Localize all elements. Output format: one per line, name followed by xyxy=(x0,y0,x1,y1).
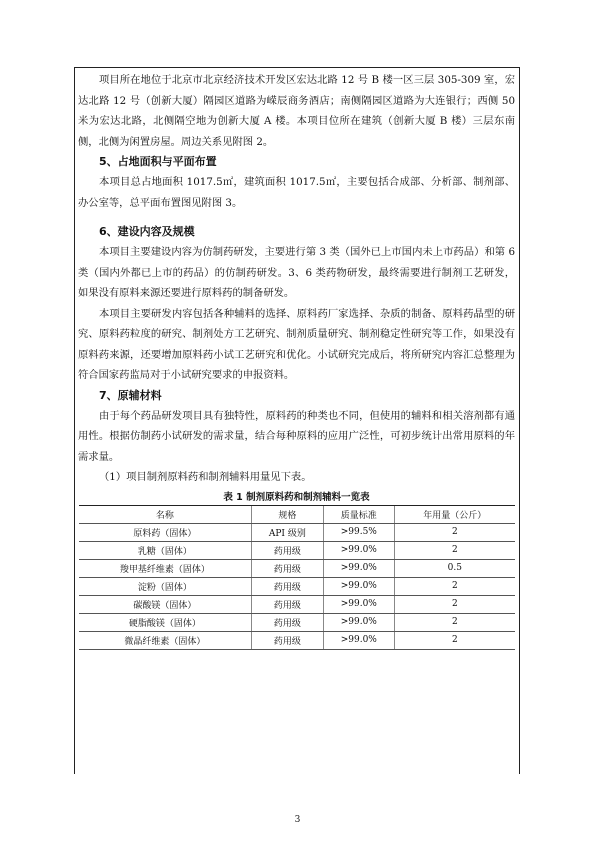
table-row xyxy=(79,541,515,559)
table-header-row xyxy=(79,505,515,523)
table-row xyxy=(79,559,515,577)
header-name: 名称 xyxy=(79,505,251,523)
cell-quality: >99.0% xyxy=(323,595,394,613)
cell-spec: API 级别 xyxy=(251,523,323,541)
section-5-heading: 5、占地面积与平面布置 xyxy=(99,155,217,168)
section-7-heading: 7、原辅材料 xyxy=(99,388,162,402)
table-row xyxy=(79,631,515,649)
cell-name: 乳糖（固体） xyxy=(79,541,251,559)
cell-quality: >99.0% xyxy=(323,613,394,631)
cell-quality: >99.5% xyxy=(323,523,394,541)
cell-quality: >99.0% xyxy=(323,559,394,577)
cell-name: 羧甲基纤维素（固体） xyxy=(79,559,251,577)
cell-usage: 2 xyxy=(394,577,515,595)
table-row xyxy=(79,595,515,613)
cell-spec: 药用级 xyxy=(251,541,323,559)
cell-usage: 2 xyxy=(394,523,515,541)
cell-name: 微晶纤维素（固体） xyxy=(79,631,251,649)
table-row xyxy=(79,613,515,631)
cell-name: 原料药（固体） xyxy=(79,523,251,541)
cell-name: 碳酸镁（固体） xyxy=(79,595,251,613)
table-caption: 表 1 制剂原料药和制剂辅料一览表 xyxy=(223,491,370,503)
cell-usage: 2 xyxy=(394,595,515,613)
section-5-text: 本项目总占地面积 1017.5㎡，建筑面积 1017.5㎡，主要包括合成部、分析部、制剂部、办公室等，总平面布置图见附图 3。 xyxy=(78,176,515,209)
header-quality: 质量标准 xyxy=(323,505,394,523)
section-6-heading: 6、建设内容及规模 xyxy=(99,225,195,238)
section-6-text-1: 本项目主要建设内容为仿制药研发，主要进行第 3 类（国外已上市国内未上市药品）和第 6 类（国内外都已上市的药品）的仿制药研发。3、6 类药物研发，最终需要进行制剂工艺研发，如果没有原料来源还要进行原料药的制备研发。 xyxy=(78,246,515,299)
header-annual-usage: 年用量（公斤） xyxy=(394,505,515,523)
section-6-text-2: 本项目主要研发内容包括各种辅料的选择、原料药厂家选择、杂质的制备、原料药晶型的研究、原料药粒度的研究、制剂处方工艺研究、制剂质量研究、制剂稳定性研究等工作，如果没有原料药来源，还要增加原料药小试工艺研究和优化。小试研究完成后，将所研究内容汇总整理为符合国家药监局对于小试研究要求的申报资料。 xyxy=(78,307,515,381)
cell-quality: >99.0% xyxy=(323,631,394,649)
cell-spec: 药用级 xyxy=(251,595,323,613)
cell-spec: 药用级 xyxy=(251,613,323,631)
cell-spec: 药用级 xyxy=(251,559,323,577)
document-body xyxy=(78,70,515,650)
table-row xyxy=(79,577,515,595)
header-spec: 规格 xyxy=(251,505,323,523)
cell-spec: 药用级 xyxy=(251,631,323,649)
section-7-text-1: 由于每个药品研发项目具有独特性，原料药的种类也不同，但使用的辅料和相关溶剂都有通用性。根据仿制药小试研发的需求量，结合每种原料的应用广泛性，可初步统计出常用原料的年需求量。 xyxy=(78,409,515,463)
location-paragraph: 项目所在地位于北京市北京经济技术开发区宏达北路 12 号 B 楼一区三层 305-309 室，宏达北路 12 号（创新大厦）隔园区道路为嵘辰商务酒店；南侧隔园区道路为大连银行；西侧 50 米为宏达北路，北侧隔空地为创新大厦 A 楼。本项目位所在建筑（创新大厦 B 楼）三层东南侧，北侧为闲置房屋。周边关系见附图 2。 xyxy=(78,74,515,148)
cell-spec: 药用级 xyxy=(251,577,323,595)
cell-usage: 2 xyxy=(394,631,515,649)
cell-quality: >99.0% xyxy=(323,577,394,595)
page-number: 3 xyxy=(294,815,301,825)
cell-usage: 2 xyxy=(394,541,515,559)
cell-name: 淀粉（固体） xyxy=(79,577,251,595)
cell-name: 硬脂酸镁（固体） xyxy=(79,613,251,631)
cell-usage: 2 xyxy=(394,613,515,631)
cell-quality: >99.0% xyxy=(323,541,394,559)
section-7-text-2: （1）项目制剂原料药和制剂辅料用量见下表。 xyxy=(99,471,312,483)
cell-usage: 0.5 xyxy=(394,559,515,577)
table-row xyxy=(79,523,515,541)
materials-table xyxy=(79,505,515,650)
